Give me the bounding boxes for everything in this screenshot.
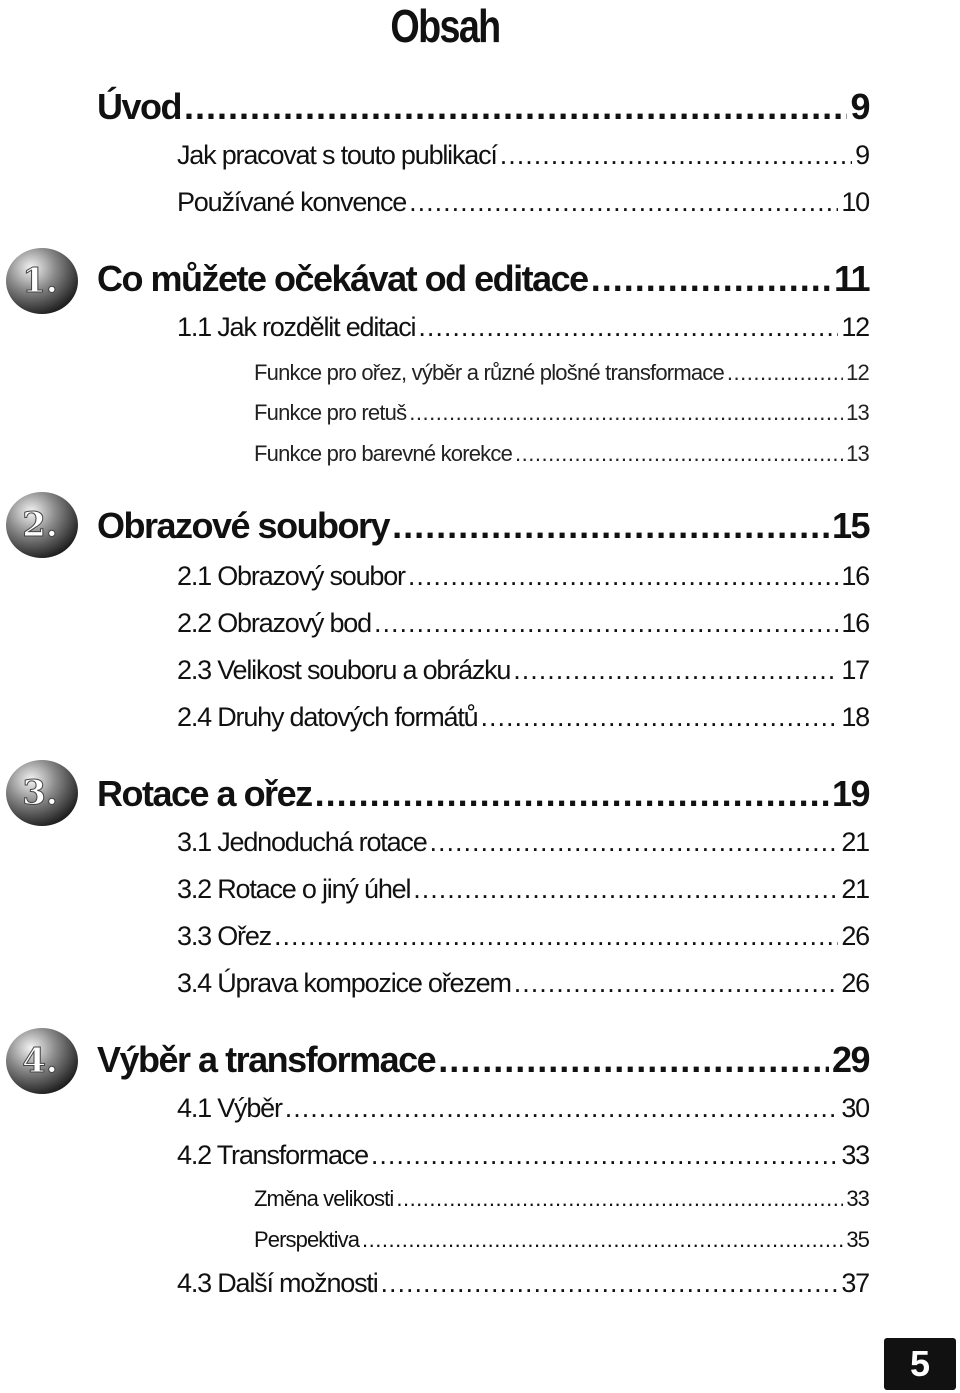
- toc-subentry[interactable]: [254, 400, 869, 428]
- dot-leader: [381, 1268, 839, 1299]
- dot-leader: [396, 1186, 843, 1212]
- chapter-page: 11: [833, 258, 869, 299]
- entry-page: 16: [841, 608, 869, 638]
- entry-title: 2.3 Velikost souboru a obrázku: [177, 655, 511, 685]
- chapter-page: 9: [850, 86, 869, 127]
- chapter-title: Výběr a transformace: [97, 1039, 436, 1080]
- dot-leader: [285, 1093, 839, 1124]
- chapter-2-number: 2.: [22, 505, 58, 545]
- chapter-title: Obrazové soubory: [97, 505, 390, 546]
- entry-page: 26: [841, 968, 869, 998]
- chapter-page: 15: [831, 505, 869, 546]
- chapter-title: Úvod: [97, 86, 181, 127]
- entry-page: 13: [846, 400, 869, 425]
- dot-leader: [514, 968, 839, 999]
- dot-leader: [500, 140, 852, 171]
- entry-title: 3.2 Rotace o jiný úhel: [177, 874, 411, 904]
- dot-leader: [591, 258, 831, 300]
- chapter-2-badge-icon: [4, 490, 80, 560]
- entry-title: 1.1 Jak rozdělit editaci: [177, 312, 416, 342]
- entry-page: 26: [841, 921, 869, 951]
- entry-title: Funkce pro barevné korekce: [254, 441, 513, 466]
- page-title: Obsah: [390, 0, 500, 52]
- entry-title: 4.1 Výběr: [177, 1093, 282, 1123]
- entry-title: Jak pracovat s touto publikací: [177, 140, 497, 170]
- toc-subentry[interactable]: [254, 1227, 869, 1255]
- toc-entry[interactable]: [177, 702, 869, 736]
- entry-title: Perspektiva: [254, 1227, 360, 1252]
- chapter-page: 29: [831, 1039, 869, 1080]
- toc-entry[interactable]: [177, 968, 869, 1002]
- entry-page: 33: [846, 1186, 869, 1211]
- entry-title: 3.4 Úprava kompozice ořezem: [177, 968, 511, 998]
- entry-page: 35: [846, 1227, 869, 1252]
- toc-entry[interactable]: [177, 187, 869, 221]
- entry-page: 30: [841, 1093, 869, 1123]
- entry-page: 37: [841, 1268, 869, 1298]
- dot-leader: [418, 312, 838, 343]
- entry-page: 33: [841, 1140, 869, 1170]
- dot-leader: [374, 608, 838, 639]
- dot-leader: [274, 921, 838, 952]
- dot-leader: [409, 187, 838, 218]
- entry-title: Používané konvence: [177, 187, 407, 217]
- toc-subentry[interactable]: [254, 441, 869, 469]
- chapter-1-badge-icon: [4, 246, 80, 316]
- toc-chapter-intro[interactable]: [97, 86, 869, 130]
- chapter-4-number: 4.: [22, 1041, 58, 1081]
- entry-title: Změna velikosti: [254, 1186, 394, 1211]
- entry-page: 16: [841, 561, 869, 591]
- toc-entry[interactable]: [177, 655, 869, 689]
- dot-leader: [480, 702, 838, 733]
- toc-subentry[interactable]: [254, 360, 869, 388]
- dot-leader: [515, 441, 843, 467]
- chapter-title: Co můžete očekávat od editace: [97, 258, 588, 299]
- chapter-4-badge-icon: [4, 1026, 80, 1096]
- dot-leader: [315, 773, 829, 815]
- chapter-1-number: 1.: [22, 261, 58, 301]
- dot-leader: [413, 874, 838, 905]
- entry-page: 18: [841, 702, 869, 732]
- toc-entry[interactable]: [177, 1268, 869, 1302]
- entry-title: 2.1 Obrazový soubor: [177, 561, 405, 591]
- entry-page: 13: [846, 441, 869, 466]
- toc-chapter-2[interactable]: [97, 505, 869, 549]
- toc-chapter-3[interactable]: [97, 773, 869, 817]
- entry-title: 2.2 Obrazový bod: [177, 608, 371, 638]
- dot-leader: [362, 1227, 843, 1253]
- dot-leader: [430, 827, 839, 858]
- toc-chapter-1[interactable]: [97, 258, 869, 302]
- toc-subentry[interactable]: [254, 1186, 869, 1214]
- toc-entry[interactable]: [177, 874, 869, 908]
- dot-leader: [184, 86, 847, 128]
- chapter-title: Rotace a ořez: [97, 773, 312, 814]
- entry-title: 4.3 Další možnosti: [177, 1268, 378, 1298]
- dot-leader: [727, 360, 843, 386]
- dot-leader: [513, 655, 838, 686]
- entry-title: 2.4 Druhy datových formátů: [177, 702, 478, 732]
- entry-page: 21: [841, 874, 869, 904]
- toc-entry[interactable]: [177, 827, 869, 861]
- entry-title: 3.1 Jednoduchá rotace: [177, 827, 427, 857]
- dot-leader: [409, 400, 843, 426]
- toc-entry[interactable]: [177, 1140, 869, 1174]
- toc-entry[interactable]: [177, 608, 869, 642]
- dot-leader: [371, 1140, 838, 1171]
- chapter-page: 19: [831, 773, 869, 814]
- toc-entry[interactable]: [177, 561, 869, 595]
- dot-leader: [438, 1039, 829, 1081]
- chapter-3-number: 3.: [22, 773, 58, 813]
- toc-entry[interactable]: [177, 312, 869, 346]
- entry-page: 10: [841, 187, 869, 217]
- entry-page: 17: [841, 655, 869, 685]
- entry-title: Funkce pro ořez, výběr a různé plošné transformace: [254, 360, 724, 385]
- entry-title: 3.3 Ořez: [177, 921, 271, 951]
- page-number-box: 5: [884, 1338, 956, 1390]
- entry-page: 9: [855, 140, 869, 170]
- entry-title: Funkce pro retuš: [254, 400, 407, 425]
- entry-page: 21: [841, 827, 869, 857]
- chapter-3-badge-icon: [4, 758, 80, 828]
- toc-chapter-4[interactable]: [97, 1039, 869, 1083]
- entry-page: 12: [841, 312, 869, 342]
- toc-entry[interactable]: [177, 921, 869, 955]
- dot-leader: [392, 505, 829, 547]
- dot-leader: [408, 561, 839, 592]
- entry-title: 4.2 Transformace: [177, 1140, 368, 1170]
- toc-entry[interactable]: [177, 140, 869, 174]
- entry-page: 12: [846, 360, 869, 385]
- toc-entry[interactable]: [177, 1093, 869, 1127]
